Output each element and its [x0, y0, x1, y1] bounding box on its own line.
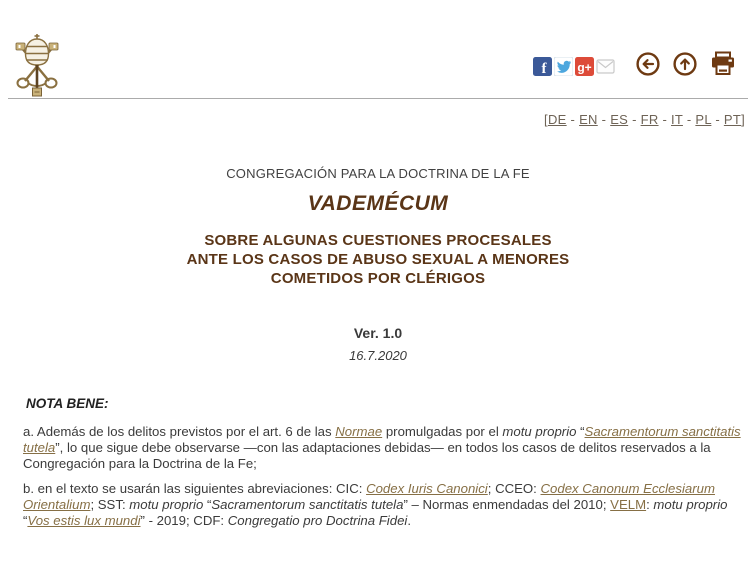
text-segment: “ — [23, 512, 28, 528]
back-icon[interactable] — [636, 52, 660, 81]
top-icon[interactable] — [673, 52, 697, 81]
paragraph-b — [23, 481, 747, 528]
vatican-coat-of-arms — [8, 31, 66, 97]
header-divider — [8, 98, 748, 99]
text-link[interactable]: Normae — [335, 424, 383, 439]
language-links: DE - EN - ES - FR - IT - PL - PT — [547, 112, 742, 127]
email-share-icon[interactable] — [596, 57, 615, 76]
text-segment: : — [646, 496, 654, 512]
text-segment: ” - 2019; CDF: — [140, 512, 228, 528]
text-segment: motu proprio — [129, 496, 204, 512]
text-segment: ” – Normas enmendadas del 2010; — [403, 496, 611, 512]
language-link-pl[interactable]: PL — [695, 112, 712, 127]
document-subtitle: SOBRE ALGUNAS CUESTIONES PROCESALES ANTE LOS CASOS DE ABUSO SEXUAL A MENORES COMETIDOS POR CLÉRIGOS — [186, 232, 570, 287]
language-link-pt[interactable]: PT — [723, 112, 742, 127]
text-link[interactable]: Vos estis lux mundi — [27, 512, 141, 528]
text-link[interactable]: Codex Canonum Ecclesiarum Orientalium — [23, 481, 715, 512]
document-version: Ver. 1.0 — [353, 325, 403, 341]
page-nav-toolbar — [636, 51, 736, 81]
text-segment: b. en el texto se usarán las siguientes abreviaciones: CIC: — [23, 481, 367, 496]
paragraph-a — [23, 424, 747, 471]
nota-bene-label: NOTA BENE: — [26, 396, 109, 411]
text-segment: ”, lo que sigue debe observarse —con las adaptaciones debidas— en todos los casos de delitos reservados a la Congregación para la Doctrina de la Fe; — [23, 439, 711, 471]
print-icon[interactable] — [710, 51, 736, 81]
text-segment: motu proprio — [653, 496, 728, 512]
document-date: 16.7.2020 — [349, 348, 407, 363]
vatican-coat-of-arms-logo[interactable] — [8, 31, 66, 97]
text-segment: “ — [576, 424, 585, 439]
language-link-fr[interactable]: FR — [640, 112, 659, 127]
text-segment: Sacramentorum sanctitatis tutela — [211, 496, 404, 512]
language-link-de[interactable]: DE — [547, 112, 567, 127]
svg-text:g+: g+ — [577, 60, 592, 75]
googleplus-share-icon[interactable] — [575, 57, 594, 76]
text-segment: a. Además de los delitos previstos por el art. 6 de las — [23, 424, 336, 439]
text-segment: “ — [203, 496, 212, 512]
share-toolbar — [533, 57, 615, 76]
language-link-it[interactable]: IT — [671, 112, 683, 127]
text-segment: promulgadas por el — [382, 424, 503, 439]
congregation-heading: CONGREGACIÓN PARA LA DOCTRINA DE LA FE — [226, 166, 530, 181]
document-title: VADEMÉCUM — [307, 192, 449, 215]
text-link[interactable]: VELM — [610, 496, 647, 512]
twitter-share-icon[interactable] — [554, 57, 573, 76]
text-link[interactable]: Codex Iuris Canonici — [366, 481, 488, 496]
text-segment: . — [407, 512, 412, 528]
language-bar-open-bracket: [ — [544, 112, 548, 127]
facebook-share-icon[interactable] — [533, 57, 552, 76]
svg-text:f: f — [541, 61, 547, 76]
language-bar — [544, 112, 745, 127]
text-segment: motu proprio — [502, 424, 577, 439]
language-link-en[interactable]: EN — [579, 112, 598, 127]
text-link[interactable]: Sacramentorum sanctitatis tutela — [23, 424, 741, 455]
language-bar-close-bracket: ] — [741, 112, 745, 127]
text-segment: Congregatio pro Doctrina Fidei — [227, 512, 408, 528]
text-segment: ; SST: — [90, 496, 130, 512]
text-segment: ; CCEO: — [487, 481, 541, 496]
language-link-es[interactable]: ES — [610, 112, 629, 127]
